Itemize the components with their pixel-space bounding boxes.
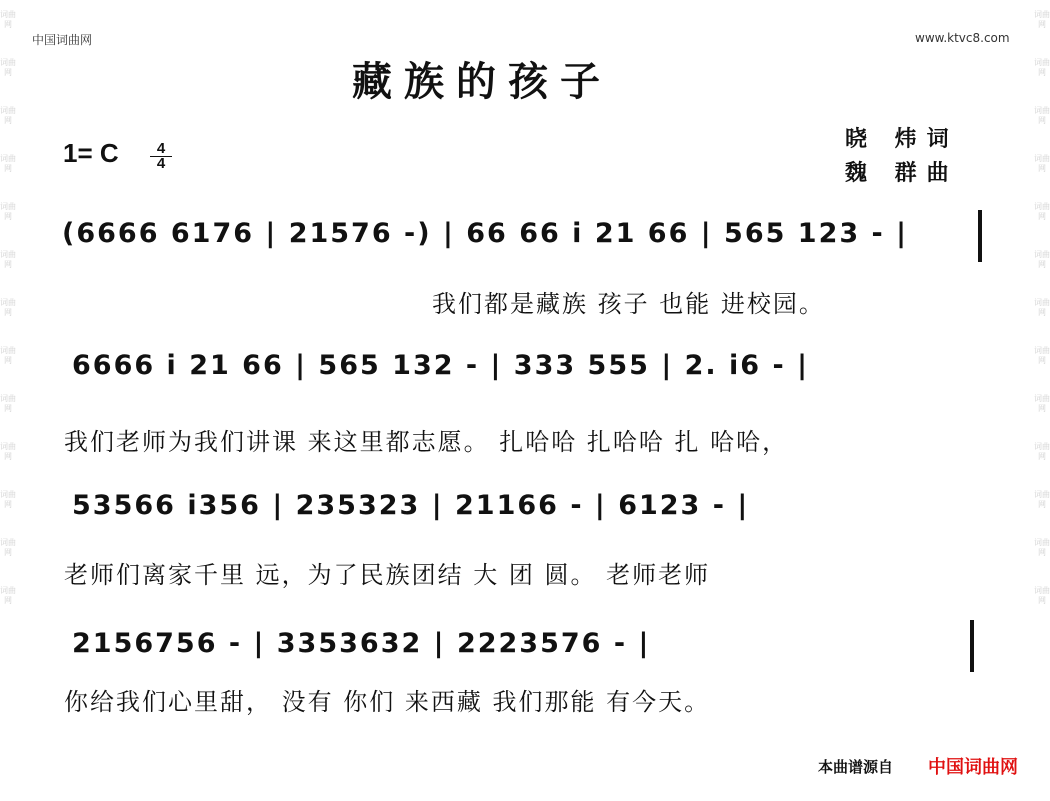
- composer-credit: 魏 群曲: [845, 160, 959, 186]
- watermark-text: 词曲网: [1034, 490, 1050, 509]
- barline-end: [978, 210, 982, 262]
- watermark-text: 词曲网: [0, 394, 16, 413]
- notation-line-1: (6666 6176 | 21576 -) | 66 66 i 21 66 | 565 123 - |: [62, 218, 909, 249]
- footer-source-label: 本曲谱源自: [818, 758, 894, 776]
- lyrics-line-1: 我们都是藏族 孩子 也能 进校园。: [432, 290, 825, 318]
- watermark-text: 词曲网: [1034, 10, 1050, 29]
- site-url: www.ktvc8.com: [915, 31, 1010, 45]
- watermark-text: 词曲网: [0, 10, 16, 29]
- watermark-text: 词曲网: [0, 58, 16, 77]
- watermark-text: 词曲网: [1034, 538, 1050, 557]
- watermark-text: 词曲网: [0, 586, 16, 605]
- watermark-text: 词曲网: [0, 154, 16, 173]
- watermark-text: 词曲网: [0, 442, 16, 461]
- watermark-text: 词曲网: [1034, 58, 1050, 77]
- lyrics-line-4: 你给我们心里甜， 没有 你们 来西藏 我们那能 有今天。: [64, 688, 711, 716]
- watermark-text: 词曲网: [1034, 394, 1050, 413]
- watermark-text: 词曲网: [1034, 298, 1050, 317]
- left-watermark-strip: [0, 0, 16, 801]
- watermark-text: 词曲网: [0, 298, 16, 317]
- time-signature: [150, 142, 172, 171]
- lyrics-line-3: 老师们离家千里 远，为了民族团结 大 团 圆。 老师老师: [64, 561, 711, 589]
- site-name: 中国词曲网: [32, 33, 93, 47]
- watermark-text: 词曲网: [0, 250, 16, 269]
- watermark-text: 词曲网: [0, 538, 16, 557]
- footer-source-link[interactable]: 中国词曲网: [928, 757, 1018, 778]
- lyrics-line-2: 我们老师为我们讲课 来这里都志愿。 扎哈哈 扎哈哈 扎 哈哈，: [64, 428, 789, 456]
- watermark-text: 词曲网: [1034, 106, 1050, 125]
- watermark-text: 词曲网: [1034, 442, 1050, 461]
- song-title: 藏族的孩子: [352, 58, 612, 105]
- watermark-text: 词曲网: [1034, 202, 1050, 221]
- time-signature-top: 4: [150, 142, 172, 157]
- watermark-text: 词曲网: [0, 106, 16, 125]
- watermark-text: 词曲网: [0, 346, 16, 365]
- key-signature: 1= C: [63, 138, 119, 168]
- watermark-text: 词曲网: [1034, 586, 1050, 605]
- lyricist-credit: 晓 炜词: [845, 126, 959, 152]
- watermark-text: 词曲网: [0, 202, 16, 221]
- watermark-text: 词曲网: [1034, 346, 1050, 365]
- notation-line-2: 6666 i 21 66 | 565 132 - | 333 555 | 2. i6 - |: [72, 350, 809, 381]
- right-watermark-strip: [1034, 0, 1050, 801]
- notation-line-3: 53566 i356 | 235323 | 21166 - | 6123 - |: [72, 490, 750, 521]
- watermark-text: 词曲网: [1034, 154, 1050, 173]
- watermark-text: 词曲网: [1034, 250, 1050, 269]
- watermark-text: 词曲网: [0, 490, 16, 509]
- final-barline: [970, 620, 974, 672]
- notation-line-4: 2156756 - | 3353632 | 2223576 - |: [72, 628, 651, 659]
- time-signature-bottom: 4: [156, 155, 166, 172]
